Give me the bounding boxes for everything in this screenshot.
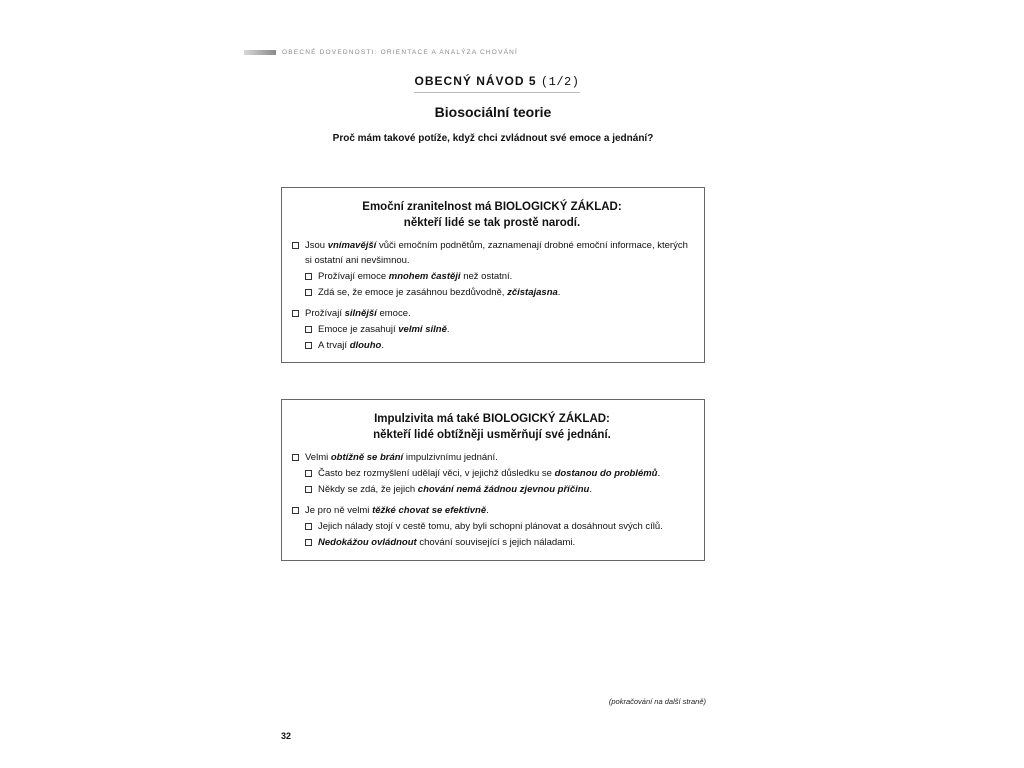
item-text: Často bez rozmyšlení udělají věci, v jejichž důsledku se dostanou do problémů. bbox=[318, 468, 661, 479]
box-title bbox=[292, 199, 692, 231]
guide-label bbox=[414, 74, 580, 93]
item-text: Velmi obtížně se brání impulzivnímu jednání. bbox=[305, 452, 498, 463]
impulsivity-box bbox=[281, 399, 705, 561]
item-text: Emoce je zasahují velmi silně. bbox=[318, 324, 450, 335]
item-text: Někdy se zdá, že jejich chování nemá žádnou zjevnou příčinu. bbox=[318, 484, 592, 495]
list-item bbox=[292, 503, 692, 518]
box-title bbox=[292, 411, 692, 443]
item-text: Jsou vnímavější vůči emočním podnětům, zaznamenají drobné emoční informace, kterých si ostatní ani nevšimnou. bbox=[305, 240, 688, 266]
sub-list-item bbox=[292, 322, 692, 337]
item-text: A trvají dlouho. bbox=[318, 340, 384, 351]
checkbox-bullet-icon bbox=[305, 523, 312, 530]
checkbox-bullet-icon bbox=[305, 539, 312, 546]
item-text: Prožívají emoce mnohem častěji než ostatní. bbox=[318, 271, 513, 282]
sub-list-item bbox=[292, 482, 692, 497]
checkbox-bullet-icon bbox=[305, 326, 312, 333]
sub-list-item bbox=[292, 535, 692, 550]
sub-list-item bbox=[292, 285, 692, 300]
emotional-vulnerability-box bbox=[281, 187, 705, 363]
checkbox-bullet-icon bbox=[292, 242, 299, 249]
checkbox-bullet-icon bbox=[305, 289, 312, 296]
header-bar-decoration bbox=[244, 50, 276, 55]
box-title-line: někteří lidé obtížněji usměrňují své jednání. bbox=[373, 429, 611, 441]
list-item bbox=[292, 238, 692, 268]
box-title-line: Emoční zranitelnost má BIOLOGICKÝ ZÁKLAD: bbox=[362, 201, 622, 213]
guide-label-name: OBECNÝ NÁVOD 5 bbox=[414, 74, 537, 88]
sub-list-item bbox=[292, 269, 692, 284]
guide-label-part: (1/2) bbox=[540, 75, 580, 89]
checkbox-bullet-icon bbox=[292, 454, 299, 461]
item-text: Je pro ně velmi těžké chovat se efektivně. bbox=[305, 505, 489, 516]
box-title-line: někteří lidé se tak prostě narodí. bbox=[403, 217, 581, 229]
item-text: Prožívají silnější emoce. bbox=[305, 308, 411, 319]
sub-list-item bbox=[292, 466, 692, 481]
page-title: Biosociální teorie bbox=[434, 104, 552, 120]
item-text: Jejich nálady stojí v cestě tomu, aby byli schopni plánovat a dosáhnout svých cílů. bbox=[318, 521, 663, 532]
checkbox-bullet-icon bbox=[305, 486, 312, 493]
checkbox-bullet-icon bbox=[292, 507, 299, 514]
continued-note: (pokračování na další straně) bbox=[608, 697, 706, 706]
box-title-line: Impulzivita má také BIOLOGICKÝ ZÁKLAD: bbox=[374, 413, 610, 425]
running-header-text: OBECNÉ DOVEDNOSTI: ORIENTACE A ANALÝZA CHOVÁNÍ bbox=[282, 48, 519, 56]
running-header bbox=[244, 48, 518, 56]
item-text: Nedokážou ovládnout chování související s jejich náladami. bbox=[318, 537, 576, 548]
sub-list-item bbox=[292, 519, 692, 534]
checkbox-bullet-icon bbox=[305, 470, 312, 477]
checkbox-bullet-icon bbox=[292, 310, 299, 317]
checkbox-bullet-icon bbox=[305, 342, 312, 349]
page-question: Proč mám takové potíže, když chci zvládnout své emoce a jednání? bbox=[332, 133, 654, 144]
checkbox-bullet-icon bbox=[305, 273, 312, 280]
list-item bbox=[292, 450, 692, 465]
item-text: Zdá se, že emoce je zasáhnou bezdůvodně, zčistajasna. bbox=[318, 287, 561, 298]
list-item bbox=[292, 306, 692, 321]
sub-list-item bbox=[292, 338, 692, 353]
page-number: 32 bbox=[281, 731, 292, 741]
